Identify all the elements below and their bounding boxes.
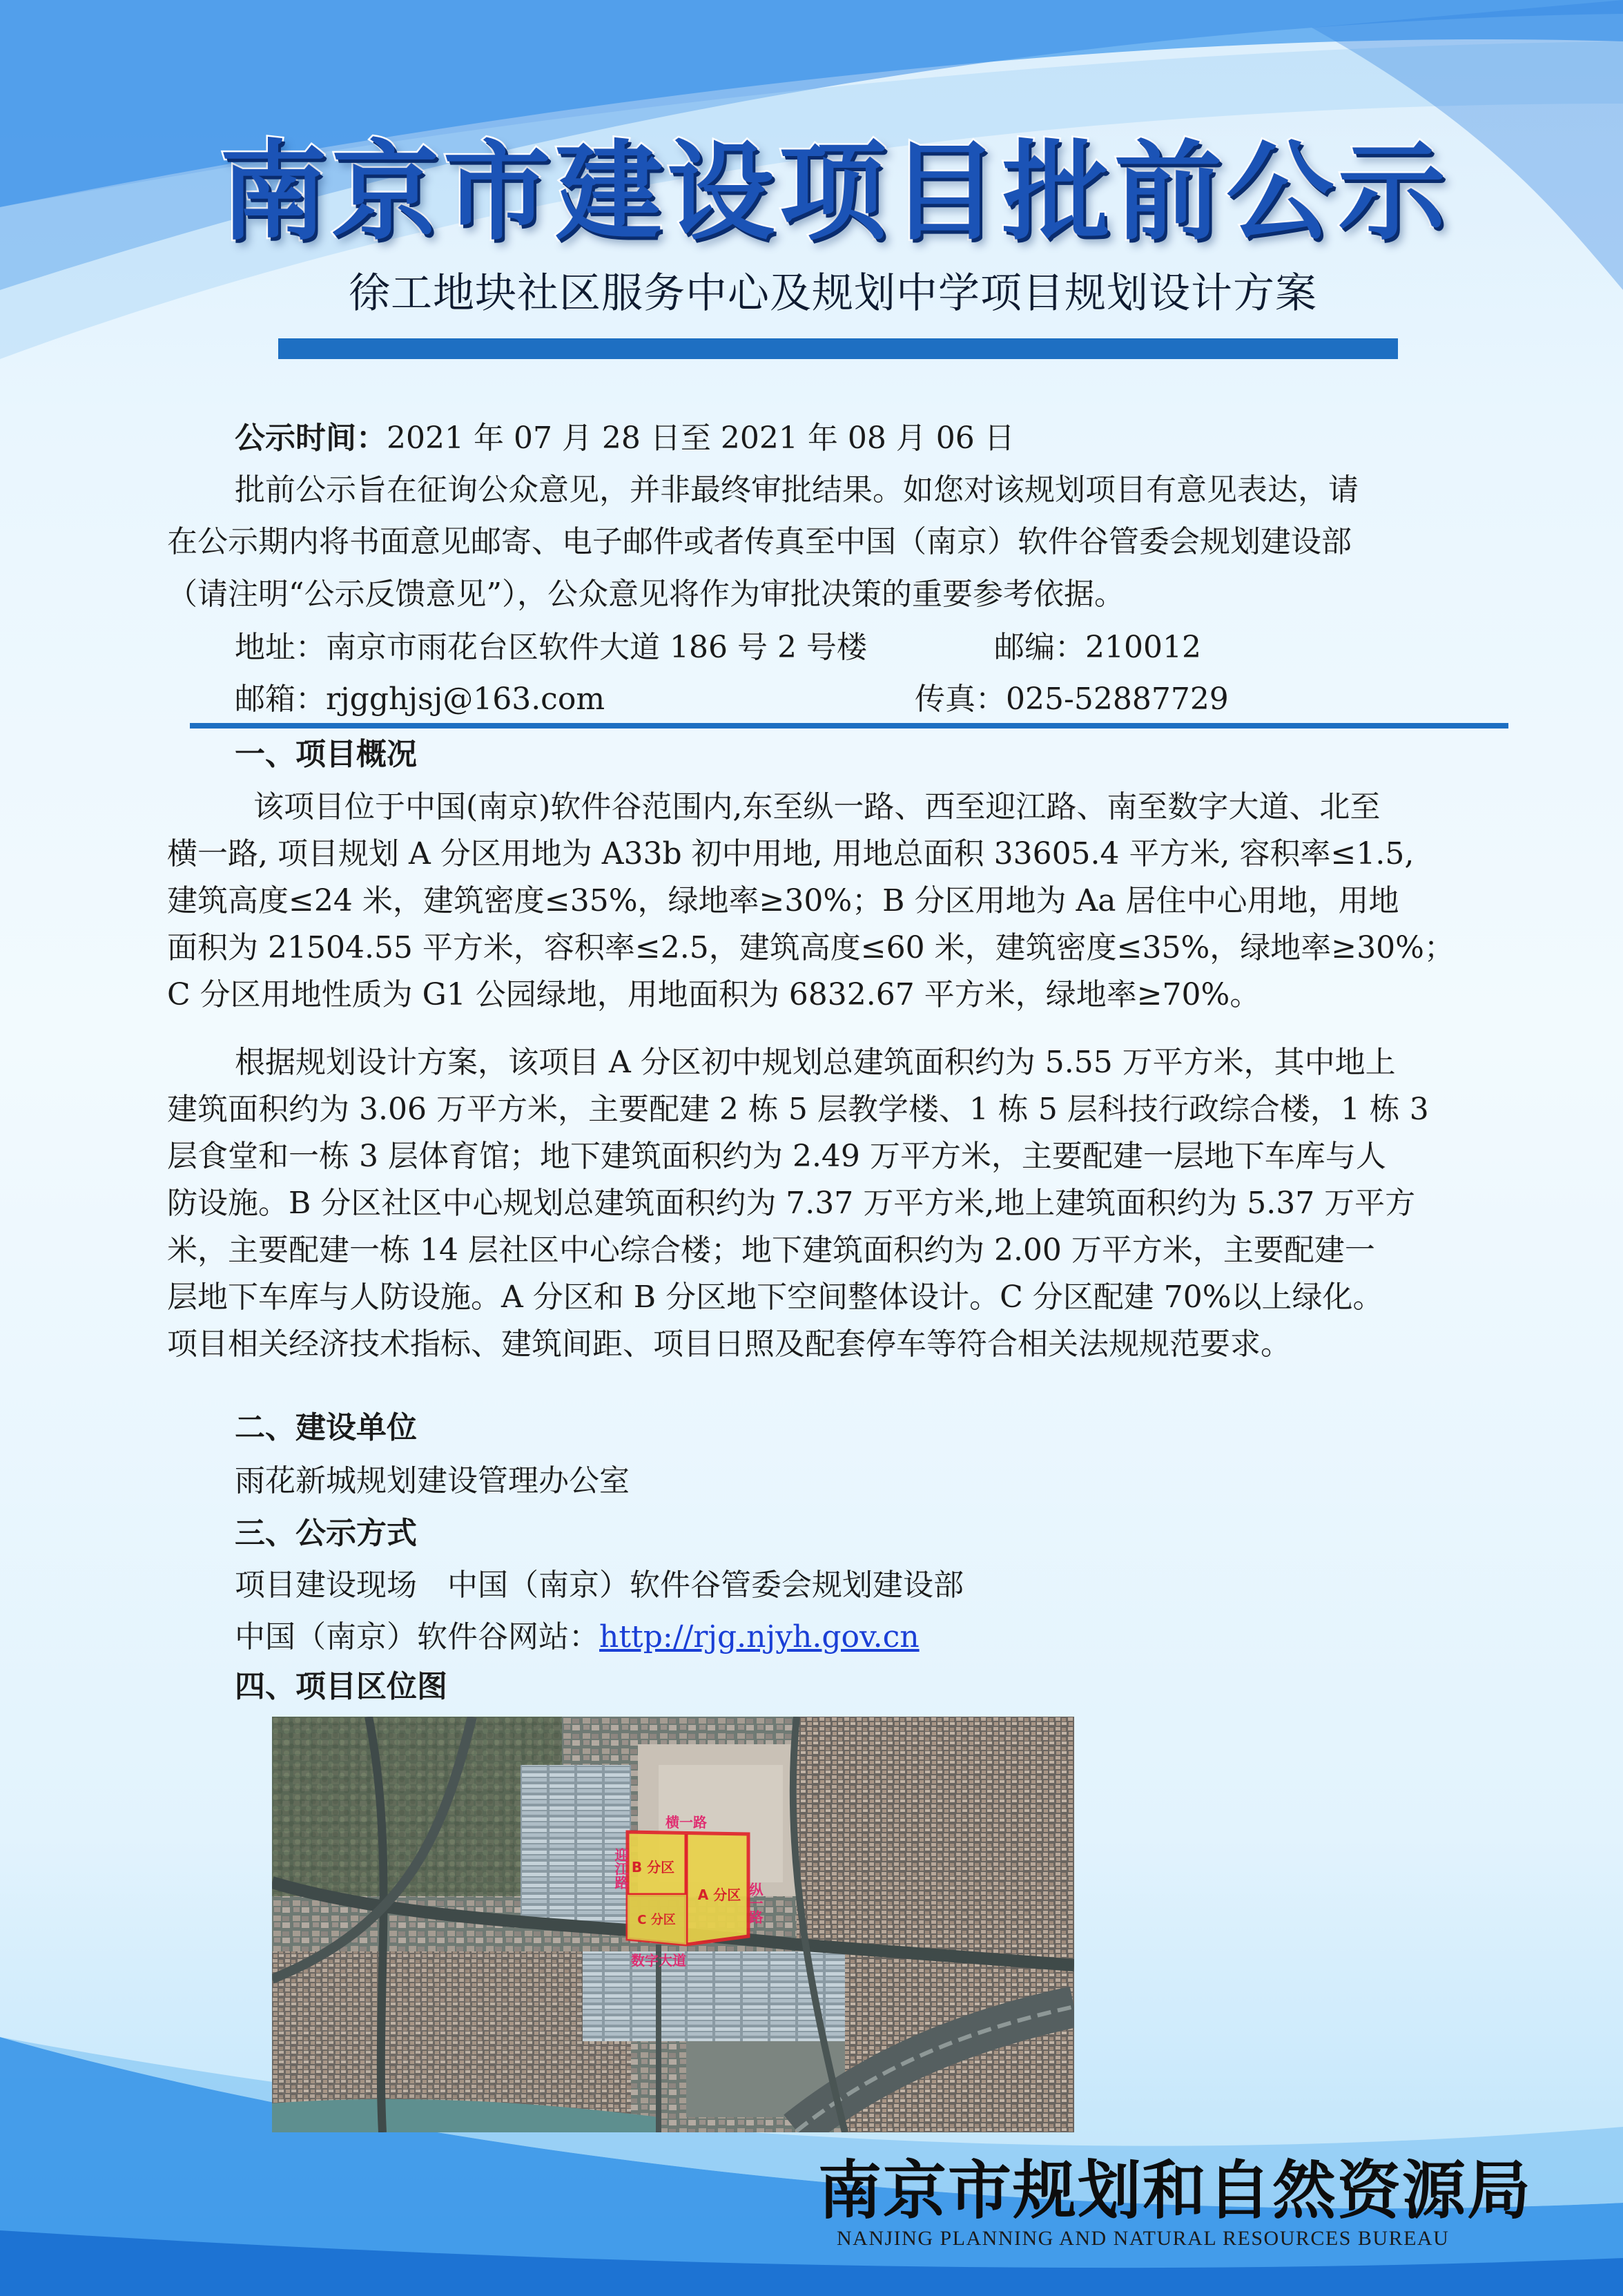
email-value: rjgghjsj@163.com [326, 682, 605, 717]
website-label: 中国（南京）软件谷网站： [235, 1619, 599, 1655]
map-label-c: C 分区 [637, 1913, 676, 1927]
aerial-image [272, 1717, 1074, 2132]
map-label-a: A 分区 [697, 1887, 741, 1903]
location-map [272, 1717, 1074, 2132]
method-heading: 三、公示方式 [235, 1516, 417, 1551]
zip-label: 邮编： [994, 630, 1085, 665]
overview-p2-line: 项目相关经济技术指标、建筑间距、项目日照及配套停车等符合相关法规规范要求。 [167, 1327, 1291, 1362]
method-line2 [235, 1614, 920, 1660]
organization-name-cn: 南京市规划和自然资源局 [818, 2153, 1533, 2228]
overview-paragraph-2 [167, 1039, 1513, 1368]
overview-p2-line: 层食堂和一栋 3 层体育馆；地下建筑面积约为 2.49 万平方米，主要配建一层地下车库与人 [167, 1139, 1386, 1174]
address-value: 南京市雨花台区软件大道 186 号 2 号楼 [326, 630, 867, 665]
overview-p2-line: 层地下车库与人防设施。A 分区和 B 分区地下空间整体设计。C 分区配建 70%以上绿化。 [167, 1280, 1383, 1315]
overview-p1-line: 横一路, 项目规划 A 分区用地为 A33b 初中用地, 用地总面积 33605.4 平方米, 容积率≤1.5, [167, 836, 1415, 871]
overview-paragraph-1 [167, 784, 1513, 1019]
overview-p2-line: 米，主要配建一栋 14 层社区中心综合楼；地下建筑面积约为 2.00 万平方米，主要配建一 [167, 1233, 1375, 1268]
map-label-b: B 分区 [631, 1859, 675, 1875]
road-label-south: 数字大道 [631, 1952, 686, 1969]
address-label: 地址： [235, 630, 326, 665]
email-line [235, 677, 605, 722]
road-label-east: 纵一路 [747, 1882, 764, 1924]
notice-intro-line2: 在公示期内将书面意见邮寄、电子邮件或者传真至中国（南京）软件谷管委会规划建设部 [167, 524, 1352, 559]
project-subtitle: 徐工地块社区服务中心及规划中学项目规划设计方案 [349, 269, 1317, 318]
notice-intro-line3: （请注明“公示反馈意见”），公众意见将作为审批决策的重要参考依据。 [167, 577, 1125, 612]
zip-value: 210012 [1085, 630, 1201, 665]
time-value: 2021 年 07 月 28 日至 2021 年 08 月 06 日 [387, 421, 1015, 456]
road-label-west: 迎江路 [612, 1848, 629, 1889]
overview-p1-line: C 分区用地性质为 G1 公园绿地，用地面积为 6832.67 平方米，绿地率≥70%。 [167, 977, 1261, 1012]
zip-line [994, 625, 1201, 671]
map-heading: 四、项目区位图 [235, 1669, 447, 1704]
overview-heading: 一、项目概况 [235, 737, 417, 772]
builder-heading: 二、建设单位 [235, 1410, 417, 1445]
page-title: 南京市建设项目批前公示 [220, 128, 1450, 255]
overview-p2-line: 建筑面积约为 3.06 万平方米，主要配建 2 栋 5 层教学楼、1 栋 5 层科技行政综合楼，1 栋 3 [167, 1092, 1429, 1127]
notice-intro-line1: 批前公示旨在征询公众意见，并非最终审批结果。如您对该规划项目有意见表达，请 [235, 472, 1359, 508]
method-line1: 项目建设现场 中国（南京）软件谷管委会规划建设部 [235, 1567, 964, 1603]
overview-p1-line: 该项目位于中国(南京)软件谷范围内,东至纵一路、西至迎江路、南至数字大道、北至 [253, 789, 1381, 824]
overview-p1-line: 建筑高度≤24 米，建筑密度≤35%，绿地率≥30%；B 分区用地为 Aa 居住中心用地，用地 [167, 883, 1399, 918]
email-label: 邮箱： [235, 682, 326, 717]
overview-p1-line: 面积为 21504.55 平方米，容积率≤2.5，建筑高度≤60 米，建筑密度≤35%，绿地率≥30%； [167, 930, 1455, 965]
title-underline-bar [278, 338, 1398, 359]
website-link[interactable]: http://rjg.njyh.gov.cn [599, 1619, 920, 1655]
organization-name-en: NANJING PLANNING AND NATURAL RESOURCES BUREAU [837, 2227, 1450, 2250]
notice-time [235, 416, 1015, 461]
time-label: 公示时间： [235, 421, 387, 456]
road-label-north: 横一路 [665, 1814, 707, 1831]
overview-p2-line: 防设施。B 分区社区中心规划总建筑面积约为 7.37 万平方米,地上建筑面积约为 5.37 万平方 [167, 1186, 1416, 1221]
fax-value: 025-52887729 [1006, 682, 1229, 717]
address-line [235, 625, 867, 671]
builder-value: 雨花新城规划建设管理办公室 [235, 1463, 630, 1498]
section-divider [190, 723, 1508, 729]
overview-p2-line: 根据规划设计方案，该项目 A 分区初中规划总建筑面积约为 5.55 万平方米，其中地上 [235, 1045, 1396, 1080]
fax-line [915, 677, 1229, 722]
fax-label: 传真： [915, 682, 1006, 717]
